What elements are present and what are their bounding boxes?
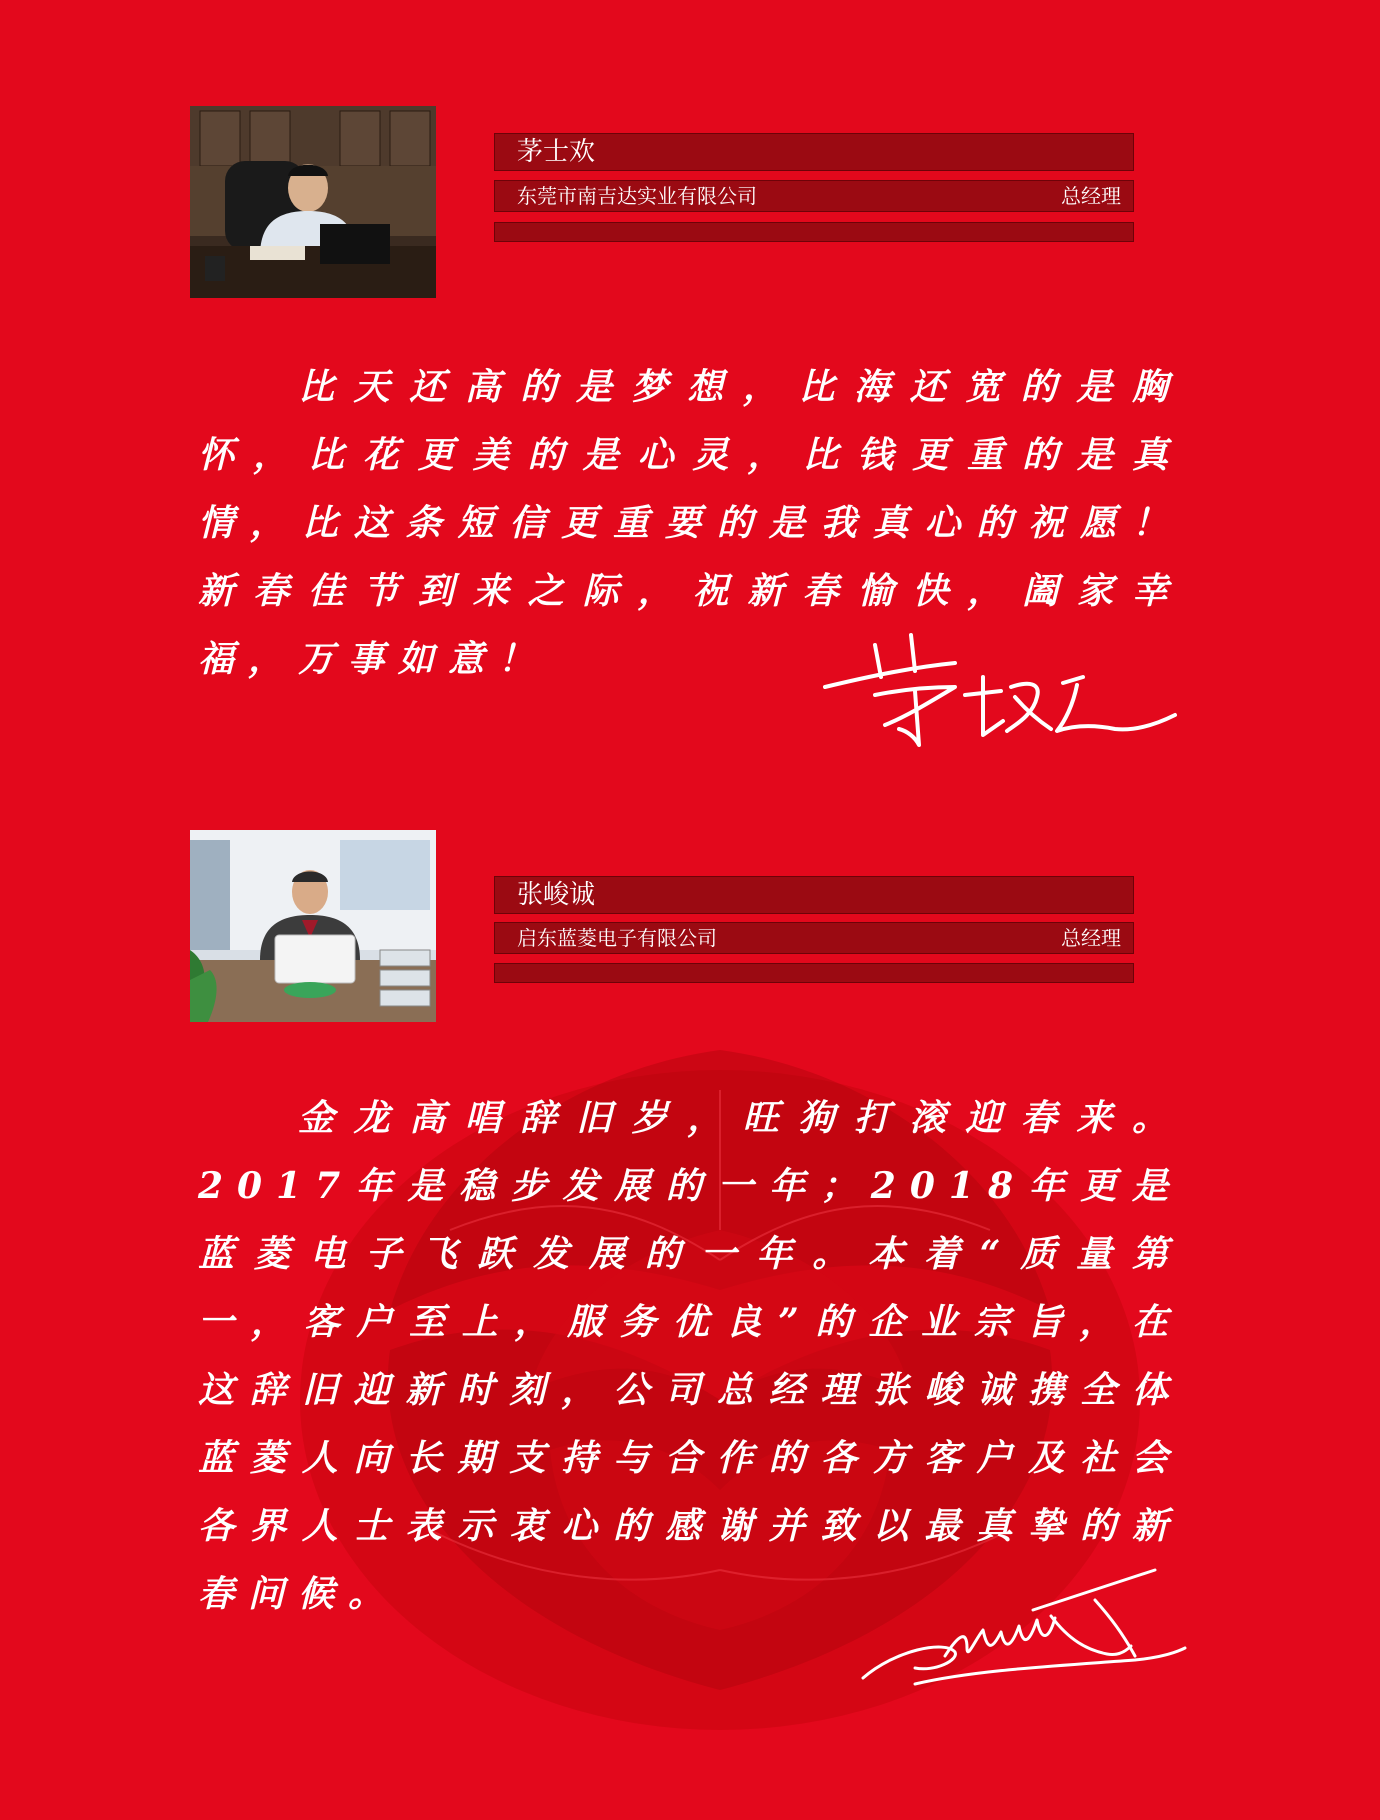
- person-name: 茅士欢: [517, 137, 596, 167]
- name-bar: [494, 876, 1134, 914]
- laptop-desk-photo: [190, 830, 436, 1022]
- portrait-photo: [190, 830, 436, 1022]
- company-name: 东莞市南吉达实业有限公司: [517, 184, 757, 208]
- name-bar: [494, 133, 1134, 171]
- portrait-photo: [190, 106, 436, 298]
- job-title: 总经理: [1061, 184, 1121, 208]
- decorative-bar: [494, 222, 1134, 242]
- company-name: 启东蓝菱电子有限公司: [517, 926, 717, 950]
- job-title: 总经理: [1061, 926, 1121, 950]
- greeting-message: 比天还高的是梦想，比海还宽的是胸怀，比花更美的是心灵，比钱更重的是真情，比这条短信更重要的是我真心的祝愿！新春佳节到来之际，祝新春愉快，阖家幸福，万事如意！: [198, 366, 1182, 680]
- decorative-bar: [494, 963, 1134, 983]
- greeting-message: 金龙高唱辞旧岁，旺狗打滚迎春来。2017年是稳步发展的一年；2018年更是蓝菱电子飞跃发展的一年。本着“质量第一，客户至上，服务优良”的企业宗旨，在这辞旧迎新时刻，公司总经理张峻诚携全体蓝菱人向长期支持与合作的各方客户及社会各界人士表示衷心的感谢并致以最真挚的新春问候。: [198, 1097, 1182, 1615]
- company-bar: [494, 922, 1134, 954]
- office-desk-photo: [190, 106, 436, 298]
- person-name: 张峻诚: [517, 880, 596, 910]
- company-bar: [494, 180, 1134, 212]
- signature-image: [815, 625, 1185, 755]
- signature-image: [855, 1560, 1195, 1690]
